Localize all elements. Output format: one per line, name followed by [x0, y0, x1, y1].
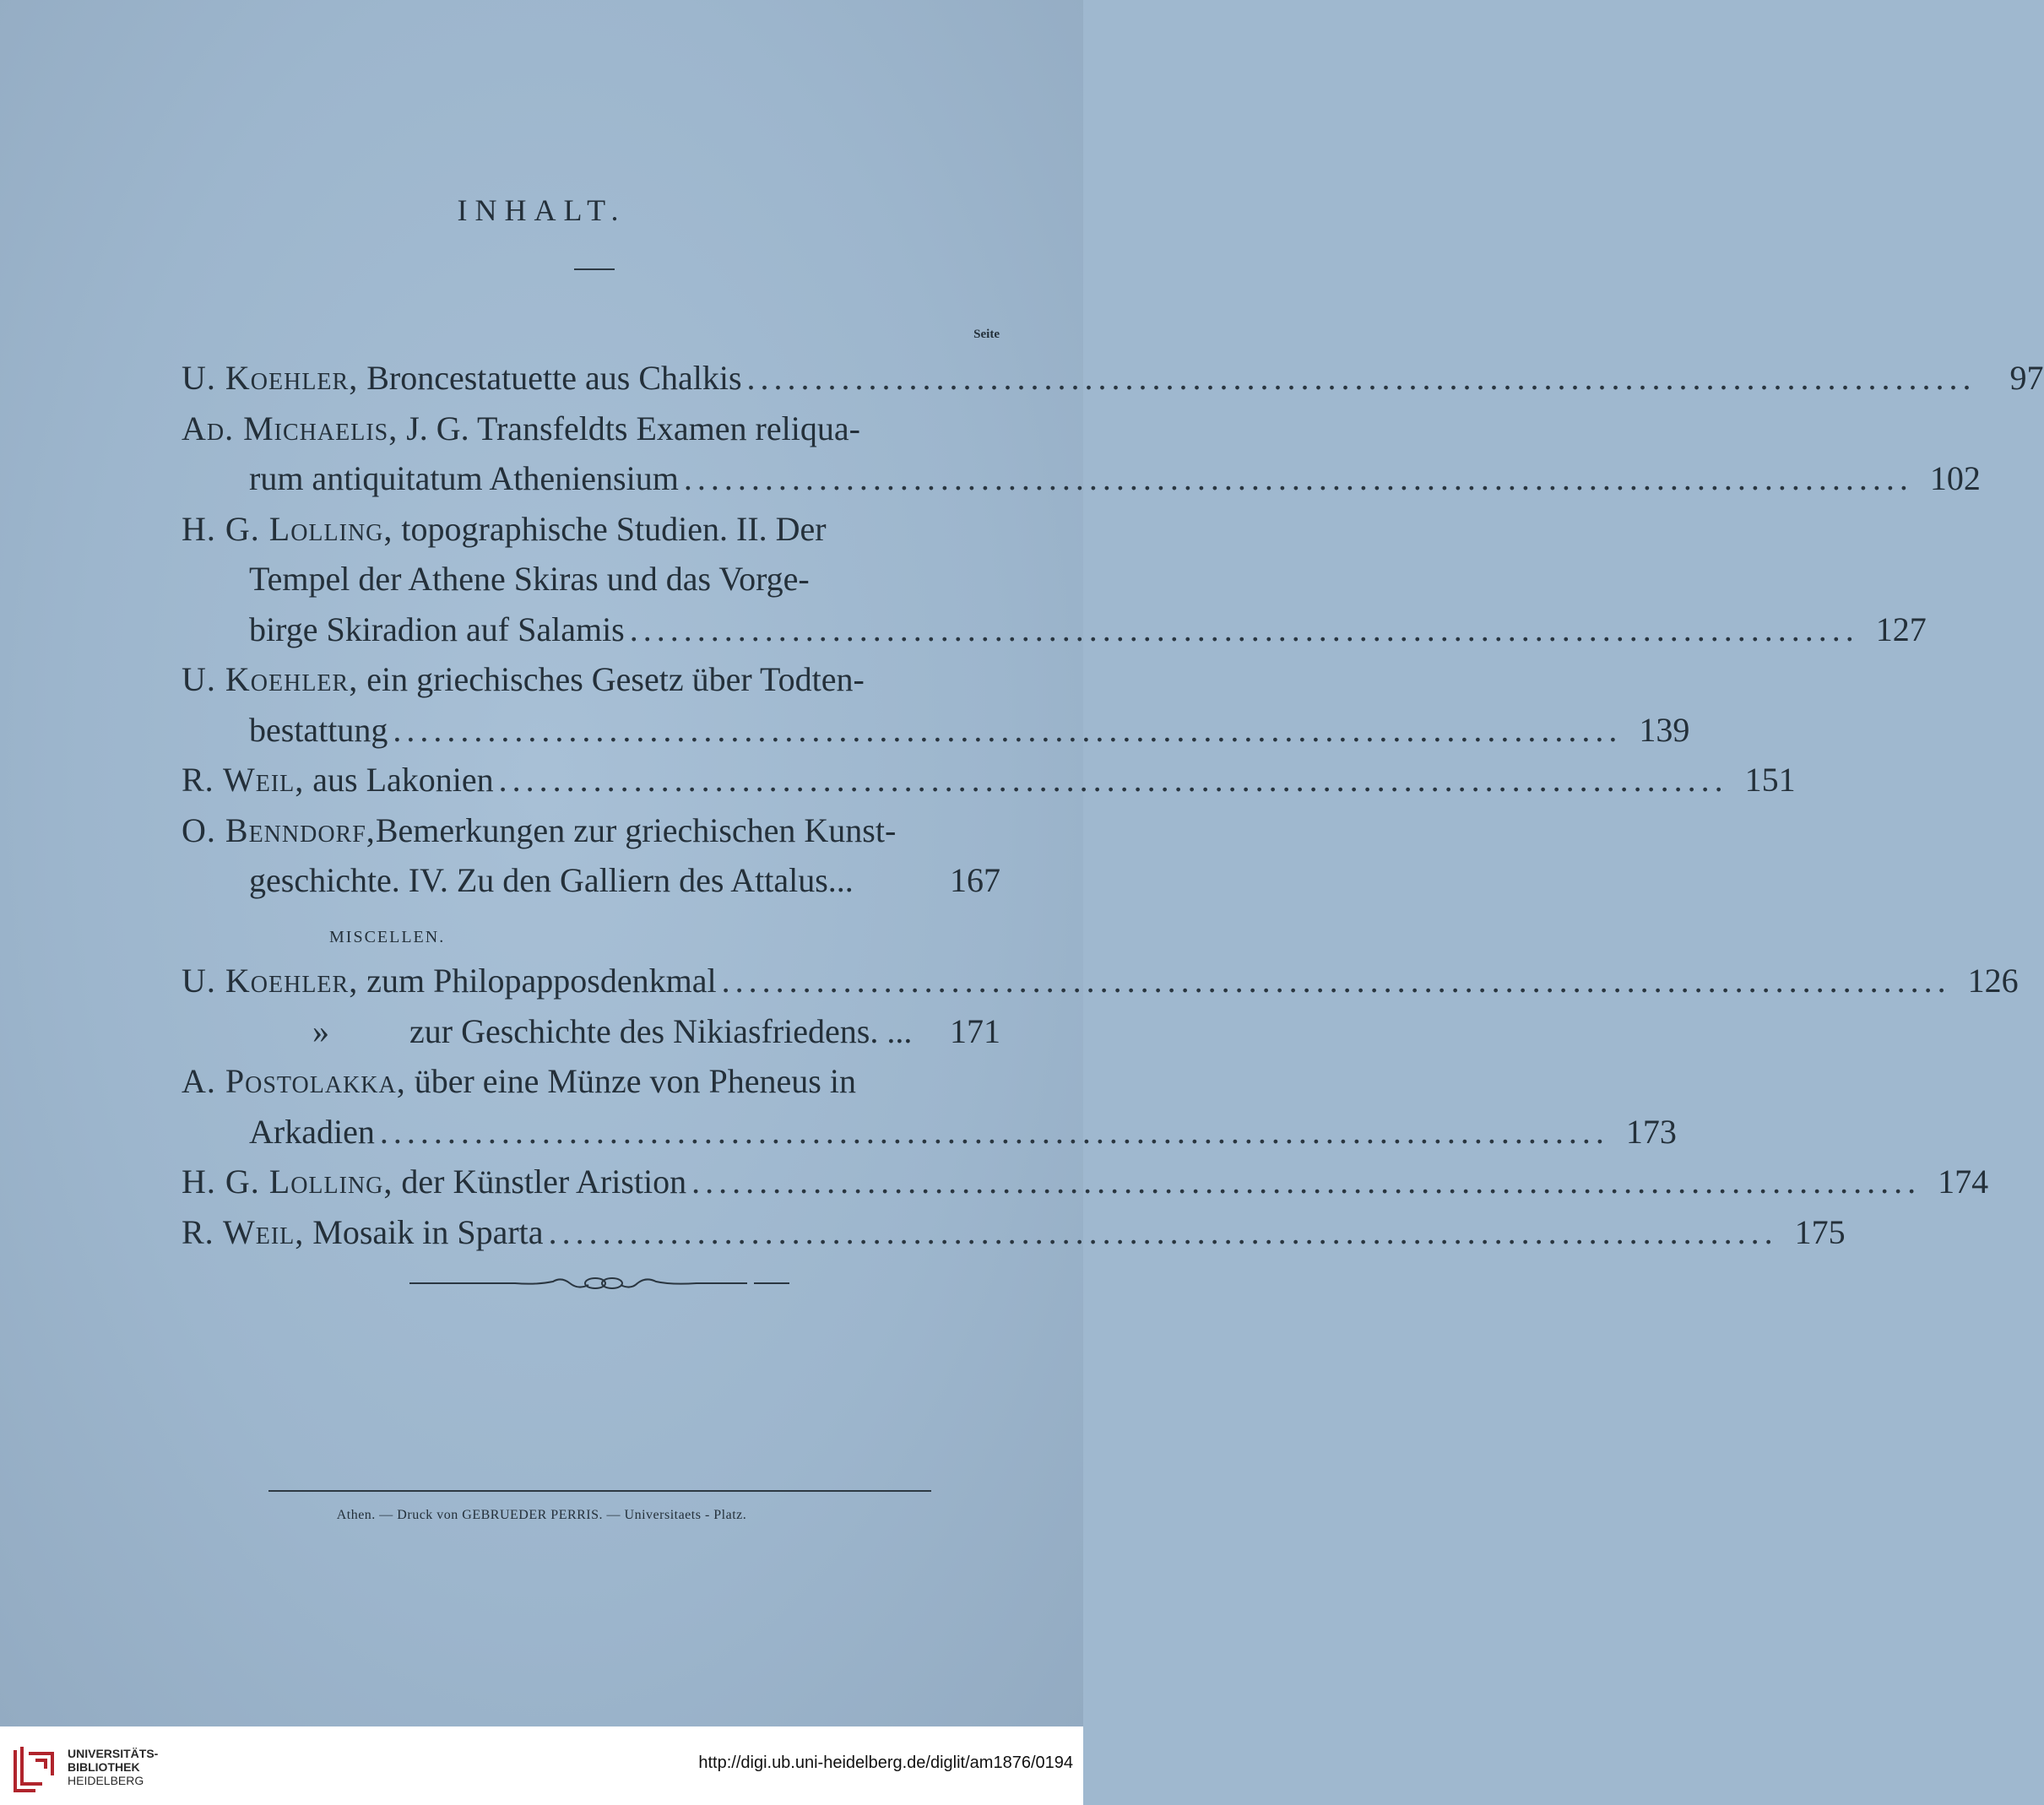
ditto-mark: » — [312, 1011, 329, 1050]
toc-title: ein griechisches Gesetz über Todten- — [366, 660, 865, 698]
library-name-line: UNIVERSITÄTS- — [68, 1747, 159, 1760]
toc-title: Tempel der Athene Skiras und das Vorge- — [249, 560, 810, 598]
page-column-label: Seite — [973, 328, 1000, 341]
toc-author: H. G. Lolling, — [182, 509, 393, 548]
toc-line — [182, 1056, 1000, 1107]
toc-page-number: 171 — [950, 1011, 1000, 1050]
toc-title: der Künstler Aristion — [401, 1163, 687, 1201]
toc-title: zur Geschichte des Nikiasfriedens. ... — [409, 1011, 913, 1050]
toc-line — [182, 1207, 1846, 1258]
toc-page-number: 167 — [950, 861, 1000, 899]
toc-title: rum antiquitatum Atheniensium — [249, 459, 679, 497]
dot-leader: ........................................................................................... — [691, 1163, 1922, 1201]
toc-page-number: 175 — [1794, 1212, 1846, 1251]
toc-page-number: 126 — [1967, 962, 2019, 1000]
toc-title: Mosaik in Sparta — [312, 1212, 544, 1251]
toc-author: R. Weil, — [182, 761, 305, 799]
toc-entry — [182, 504, 1927, 655]
toc-author: U. Koehler, — [182, 660, 359, 698]
section-heading-miscellen: MISCELLEN. — [329, 927, 446, 946]
toc-entry — [182, 1006, 1000, 1057]
toc-line — [182, 956, 2019, 1006]
toc-title: birge Skiradion auf Salamis — [249, 610, 625, 648]
toc-author: U. Koehler, — [182, 962, 359, 1000]
toc-line — [182, 453, 1981, 504]
toc-page-number: 174 — [1938, 1163, 1989, 1201]
table-of-contents — [182, 353, 2044, 1257]
toc-author: U. Koehler, — [182, 359, 359, 397]
dot-leader: ........................................................................................... — [746, 359, 1976, 397]
toc-entry — [182, 1207, 1846, 1258]
toc-entry — [182, 805, 1000, 906]
toc-entry — [182, 654, 1690, 755]
toc-line — [182, 1107, 1677, 1157]
toc-line — [182, 504, 1000, 555]
toc-title: Broncestatuette aus Chalkis — [366, 359, 742, 397]
toc-author: O. Benndorf, — [182, 810, 376, 849]
toc-entry — [182, 404, 1981, 504]
dot-leader: ........................................................................................... — [548, 1212, 1778, 1251]
toc-page-number: 102 — [1929, 459, 1981, 497]
toc-page-number: 97 — [2009, 359, 2044, 397]
toc-page-number: 151 — [1744, 761, 1796, 799]
dot-leader: ........................................................................................... — [393, 710, 1623, 749]
toc-title: Bemerkungen zur griechischen Kunst- — [375, 810, 897, 849]
toc-title: J. G. Transfeldts Examen reliqua- — [406, 409, 860, 447]
toc-entry — [182, 353, 2044, 404]
library-name-line: BIBLIOTHEK — [68, 1760, 140, 1774]
printer-imprint: Athen. — Druck von GEBRUEDER PERRIS. — Universitaets - Platz. — [336, 1508, 747, 1522]
ornament-divider — [409, 1266, 789, 1300]
toc-author: H. G. Lolling, — [182, 1163, 393, 1201]
toc-title: zum Philopapposdenkmal — [366, 962, 717, 1000]
dot-leader: ........................................................................................... — [683, 459, 1913, 497]
toc-entry — [182, 1157, 1989, 1207]
library-logo-icon — [10, 1742, 61, 1796]
toc-line — [182, 705, 1690, 756]
title-divider — [574, 268, 615, 270]
dot-leader: ........................................................................................... — [379, 1112, 1609, 1151]
toc-title: geschichte. IV. Zu den Galliern des Attalus... — [249, 861, 854, 899]
toc-entry — [182, 956, 2019, 1006]
toc-line — [182, 353, 2044, 404]
toc-line — [182, 805, 1000, 856]
permalink-url[interactable]: http://digi.ub.uni-heidelberg.de/diglit/am1876/0194 — [698, 1754, 1073, 1772]
toc-title: Arkadien — [249, 1112, 375, 1151]
toc-title: über eine Münze von Pheneus in — [414, 1062, 856, 1100]
footer-rule — [268, 1490, 931, 1492]
toc-line — [182, 1157, 1989, 1207]
toc-title: bestattung — [249, 710, 388, 749]
toc-line — [182, 554, 1000, 604]
dot-leader: ........................................................................................... — [498, 761, 1728, 799]
toc-author: A. Postolakka, — [182, 1062, 406, 1100]
toc-line — [182, 404, 1000, 454]
dot-leader: ........................................................................................... — [629, 610, 1859, 648]
toc-entry — [182, 755, 1796, 805]
library-name — [68, 1747, 158, 1787]
toc-line — [182, 755, 1796, 805]
toc-title: aus Lakonien — [312, 761, 494, 799]
toc-author: R. Weil, — [182, 1212, 305, 1251]
toc-line — [182, 1006, 1000, 1057]
toc-line — [182, 855, 1000, 906]
toc-page-number: 139 — [1639, 710, 1690, 749]
library-footer-bar — [0, 1726, 1083, 1805]
dot-leader: ........................................................................................... — [721, 962, 1951, 1000]
toc-page-number: 127 — [1875, 610, 1927, 648]
library-name-line: HEIDELBERG — [68, 1774, 144, 1787]
page-title: INHALT. — [457, 193, 626, 227]
toc-line — [182, 654, 1000, 705]
toc-line — [182, 604, 1927, 655]
toc-title: topographische Studien. II. Der — [401, 509, 827, 548]
toc-author: Ad. Michaelis, — [182, 409, 398, 447]
toc-page-number: 173 — [1625, 1112, 1677, 1151]
toc-entry — [182, 1056, 1677, 1157]
